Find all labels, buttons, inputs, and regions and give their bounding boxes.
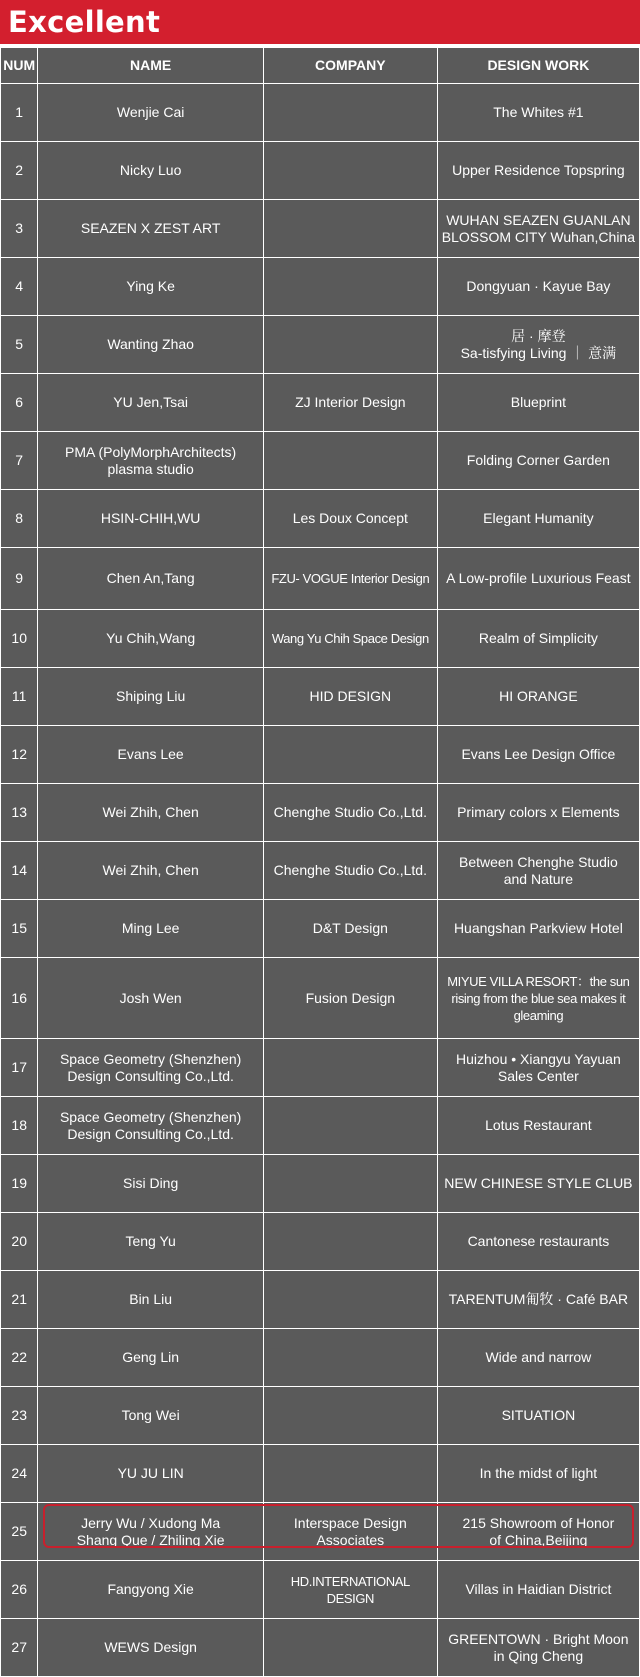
- cell-company: [263, 1039, 437, 1097]
- table-row: [1, 668, 640, 726]
- table-row: [1, 1445, 640, 1503]
- cell-num: 6: [1, 374, 38, 432]
- cell-design-work: NEW CHINESE STYLE CLUB: [437, 1155, 639, 1213]
- cell-company: [263, 1329, 437, 1387]
- cell-num: 7: [1, 432, 38, 490]
- cell-company: FZU- VOGUE Interior Design: [263, 548, 437, 610]
- cell-company: [263, 1097, 437, 1155]
- header-num: NUM: [1, 48, 38, 84]
- cell-name: Wanting Zhao: [38, 316, 263, 374]
- cell-design-work: Wide and narrow: [437, 1329, 639, 1387]
- cell-company: ZJ Interior Design: [263, 374, 437, 432]
- cell-num: 25: [1, 1503, 38, 1561]
- cell-design-work: Evans Lee Design Office: [437, 726, 639, 784]
- cell-num: 24: [1, 1445, 38, 1503]
- cell-design-work: Huizhou • Xiangyu Yayuan Sales Center: [437, 1039, 639, 1097]
- cell-design-work: 居 · 摩登 Sa-tisfying Living ｜ 意满: [437, 316, 639, 374]
- cell-company: [263, 316, 437, 374]
- cell-num: 3: [1, 200, 38, 258]
- table-row: [1, 374, 640, 432]
- cell-company: [263, 1213, 437, 1271]
- table-row: [1, 842, 640, 900]
- table-row: [1, 1561, 640, 1619]
- cell-num: 12: [1, 726, 38, 784]
- table-row: [1, 900, 640, 958]
- table-row: [1, 726, 640, 784]
- table-row: [1, 1387, 640, 1445]
- cell-company: [263, 432, 437, 490]
- excellent-banner: [0, 0, 640, 44]
- header-name: NAME: [38, 48, 263, 84]
- header-company: COMPANY: [263, 48, 437, 84]
- table-row: [1, 1503, 640, 1561]
- cell-company: [263, 726, 437, 784]
- cell-company: [263, 1155, 437, 1213]
- cell-name: Tong Wei: [38, 1387, 263, 1445]
- table-row: [1, 1329, 640, 1387]
- cell-design-work: WUHAN SEAZEN GUANLAN BLOSSOM CITY Wuhan,China: [437, 200, 639, 258]
- table-header-row: [1, 48, 640, 84]
- cell-name: WEWS Design: [38, 1619, 263, 1677]
- cell-name: Chen An,Tang: [38, 548, 263, 610]
- table-row: [1, 1213, 640, 1271]
- cell-design-work: Lotus Restaurant: [437, 1097, 639, 1155]
- cell-name: Teng Yu: [38, 1213, 263, 1271]
- cell-name: SEAZEN X ZEST ART: [38, 200, 263, 258]
- cell-company: [263, 142, 437, 200]
- cell-num: 14: [1, 842, 38, 900]
- cell-design-work: Folding Corner Garden: [437, 432, 639, 490]
- cell-design-work: Huangshan Parkview Hotel: [437, 900, 639, 958]
- cell-num: 22: [1, 1329, 38, 1387]
- cell-num: 8: [1, 490, 38, 548]
- cell-company: Chenghe Studio Co.,Ltd.: [263, 842, 437, 900]
- table-row: [1, 958, 640, 1039]
- cell-num: 9: [1, 548, 38, 610]
- cell-company: Chenghe Studio Co.,Ltd.: [263, 784, 437, 842]
- cell-name: Yu Chih,Wang: [38, 610, 263, 668]
- cell-design-work: Blueprint: [437, 374, 639, 432]
- cell-design-work: Elegant Humanity: [437, 490, 639, 548]
- cell-num: 5: [1, 316, 38, 374]
- cell-design-work: GREENTOWN · Bright Moon in Qing Cheng: [437, 1619, 639, 1677]
- cell-company: [263, 258, 437, 316]
- cell-design-work: Villas in Haidian District: [437, 1561, 639, 1619]
- cell-num: 26: [1, 1561, 38, 1619]
- table-row: [1, 1155, 640, 1213]
- cell-num: 1: [1, 84, 38, 142]
- cell-company: Interspace Design Associates: [263, 1503, 437, 1561]
- table-row: [1, 258, 640, 316]
- cell-num: 20: [1, 1213, 38, 1271]
- cell-name: Wei Zhih, Chen: [38, 842, 263, 900]
- cell-name: Geng Lin: [38, 1329, 263, 1387]
- cell-design-work: Realm of Simplicity: [437, 610, 639, 668]
- cell-name: Shiping Liu: [38, 668, 263, 726]
- cell-num: 2: [1, 142, 38, 200]
- table-row: [1, 200, 640, 258]
- cell-num: 10: [1, 610, 38, 668]
- cell-company: [263, 84, 437, 142]
- cell-name: Space Geometry (Shenzhen) Design Consulting Co.,Ltd.: [38, 1039, 263, 1097]
- cell-company: Les Doux Concept: [263, 490, 437, 548]
- cell-num: 15: [1, 900, 38, 958]
- cell-num: 11: [1, 668, 38, 726]
- cell-company: D&T Design: [263, 900, 437, 958]
- cell-num: 27: [1, 1619, 38, 1677]
- cell-company: [263, 1445, 437, 1503]
- cell-num: 16: [1, 958, 38, 1039]
- cell-num: 4: [1, 258, 38, 316]
- cell-company: Wang Yu Chih Space Design: [263, 610, 437, 668]
- cell-name: YU Jen,Tsai: [38, 374, 263, 432]
- cell-name: Fangyong Xie: [38, 1561, 263, 1619]
- cell-design-work: In the midst of light: [437, 1445, 639, 1503]
- cell-name: PMA (PolyMorphArchitects) plasma studio: [38, 432, 263, 490]
- cell-num: 17: [1, 1039, 38, 1097]
- cell-num: 21: [1, 1271, 38, 1329]
- cell-design-work: HI ORANGE: [437, 668, 639, 726]
- cell-name: Nicky Luo: [38, 142, 263, 200]
- cell-design-work: TARENTUM匍牧 · Café BAR: [437, 1271, 639, 1329]
- cell-name: Evans Lee: [38, 726, 263, 784]
- cell-num: 18: [1, 1097, 38, 1155]
- cell-company: [263, 1387, 437, 1445]
- cell-name: YU JU LIN: [38, 1445, 263, 1503]
- cell-design-work: Between Chenghe Studio and Nature: [437, 842, 639, 900]
- cell-design-work: Cantonese restaurants: [437, 1213, 639, 1271]
- table-row: [1, 1619, 640, 1677]
- cell-design-work: Primary colors x Elements: [437, 784, 639, 842]
- cell-design-work: SITUATION: [437, 1387, 639, 1445]
- cell-company: Fusion Design: [263, 958, 437, 1039]
- cell-num: 23: [1, 1387, 38, 1445]
- cell-name: Bin Liu: [38, 1271, 263, 1329]
- table-body: [1, 84, 640, 1677]
- table-row: [1, 1039, 640, 1097]
- cell-name: Wenjie Cai: [38, 84, 263, 142]
- cell-name: HSIN-CHIH,WU: [38, 490, 263, 548]
- cell-name: Josh Wen: [38, 958, 263, 1039]
- table-row: [1, 84, 640, 142]
- cell-num: 19: [1, 1155, 38, 1213]
- banner-title: Excellent: [8, 5, 161, 39]
- cell-design-work: MIYUE VILLA RESORT：the sun rising from the blue sea makes it gleaming: [437, 958, 639, 1039]
- cell-design-work: A Low-profile Luxurious Feast: [437, 548, 639, 610]
- cell-name: Wei Zhih, Chen: [38, 784, 263, 842]
- table-row: [1, 610, 640, 668]
- cell-num: 13: [1, 784, 38, 842]
- table-row: [1, 490, 640, 548]
- table-row: [1, 316, 640, 374]
- cell-company: [263, 1271, 437, 1329]
- header-design-work: DESIGN WORK: [437, 48, 639, 84]
- cell-company: HID DESIGN: [263, 668, 437, 726]
- table-row: [1, 432, 640, 490]
- cell-name: Sisi Ding: [38, 1155, 263, 1213]
- table-row: [1, 548, 640, 610]
- table-row: [1, 1271, 640, 1329]
- awards-table: [0, 47, 640, 1677]
- cell-name: Jerry Wu / Xudong Ma Shang Que / Zhiling Xie: [38, 1503, 263, 1561]
- cell-design-work: Upper Residence Topspring: [437, 142, 639, 200]
- cell-name: Ming Lee: [38, 900, 263, 958]
- table-row: [1, 142, 640, 200]
- table-row: [1, 784, 640, 842]
- cell-design-work: Dongyuan · Kayue Bay: [437, 258, 639, 316]
- cell-design-work: The Whites #1: [437, 84, 639, 142]
- cell-company: [263, 200, 437, 258]
- cell-company: [263, 1619, 437, 1677]
- cell-design-work: 215 Showroom of Honor of China,Beijing: [437, 1503, 639, 1561]
- cell-name: Ying Ke: [38, 258, 263, 316]
- cell-company: HD.INTERNATIONAL DESIGN: [263, 1561, 437, 1619]
- table-row: [1, 1097, 640, 1155]
- cell-name: Space Geometry (Shenzhen) Design Consulting Co.,Ltd.: [38, 1097, 263, 1155]
